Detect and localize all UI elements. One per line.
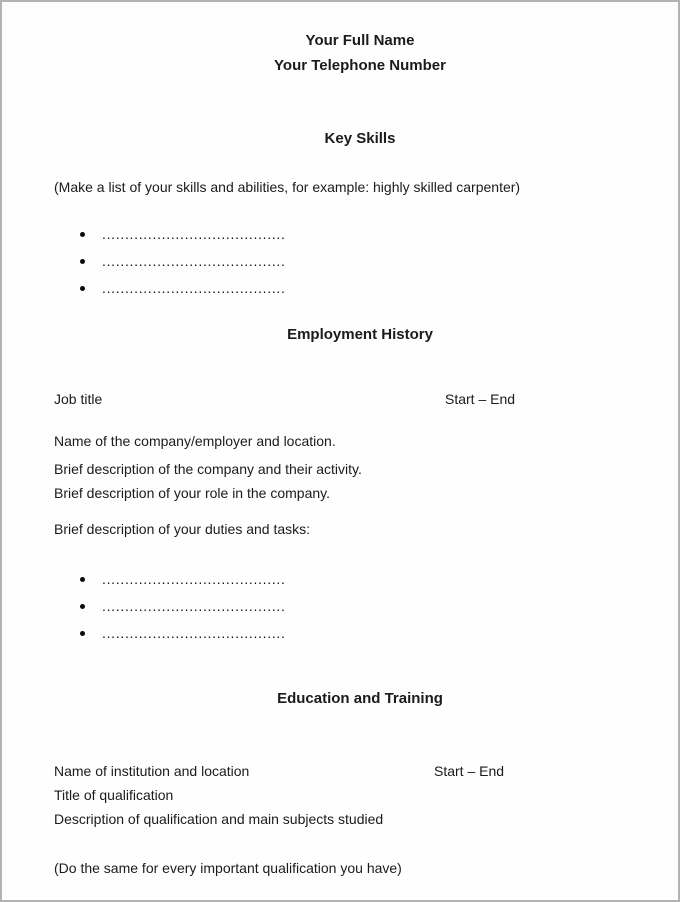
job-title-row [54,390,666,408]
employment-history-heading: Employment History [287,326,433,343]
list-item [80,624,666,642]
bullet-icon [80,286,85,291]
education-note: (Do the same for every important qualification you have) [54,860,402,876]
job-title-label: Job title [54,391,103,407]
list-item [80,252,666,270]
duties-bullet-list [54,570,666,642]
qualification-title-line: Title of qualification [54,787,174,803]
bullet-icon [80,259,85,264]
dotted-line: ........................................ [102,280,286,296]
bullet-icon [80,232,85,237]
dotted-line: ........................................ [102,226,286,242]
dotted-line: ........................................ [102,253,286,269]
institution-label: Name of institution and location [54,763,250,779]
key-skills-heading: Key Skills [324,130,396,147]
list-item [80,225,666,243]
dotted-line: ........................................ [102,571,286,587]
full-name-placeholder: Your Full Name [305,32,415,49]
duties-label: Brief description of your duties and tasks: [54,521,311,537]
company-name-line: Name of the company/employer and location. [54,433,336,449]
education-heading: Education and Training [277,690,443,707]
employment-date-range-label: Start – End [445,391,516,407]
company-activity-line: Brief description of the company and their activity. [54,461,362,477]
education-date-range-label: Start – End [434,763,505,779]
key-skills-bullet-list [54,225,666,297]
bullet-icon [80,631,85,636]
bullet-icon [80,604,85,609]
key-skills-hint: (Make a list of your skills and abilities, for example: highly skilled carpenter) [54,179,521,195]
list-item [80,570,666,588]
bullet-icon [80,577,85,582]
telephone-placeholder: Your Telephone Number [274,57,446,74]
dotted-line: ........................................ [102,625,286,641]
qualification-description-line: Description of qualification and main subjects studied [54,811,384,827]
list-item [80,597,666,615]
dotted-line: ........................................ [102,598,286,614]
institution-row [54,762,666,780]
list-item [80,279,666,297]
page-content [2,2,678,877]
role-description-line: Brief description of your role in the company. [54,485,330,501]
